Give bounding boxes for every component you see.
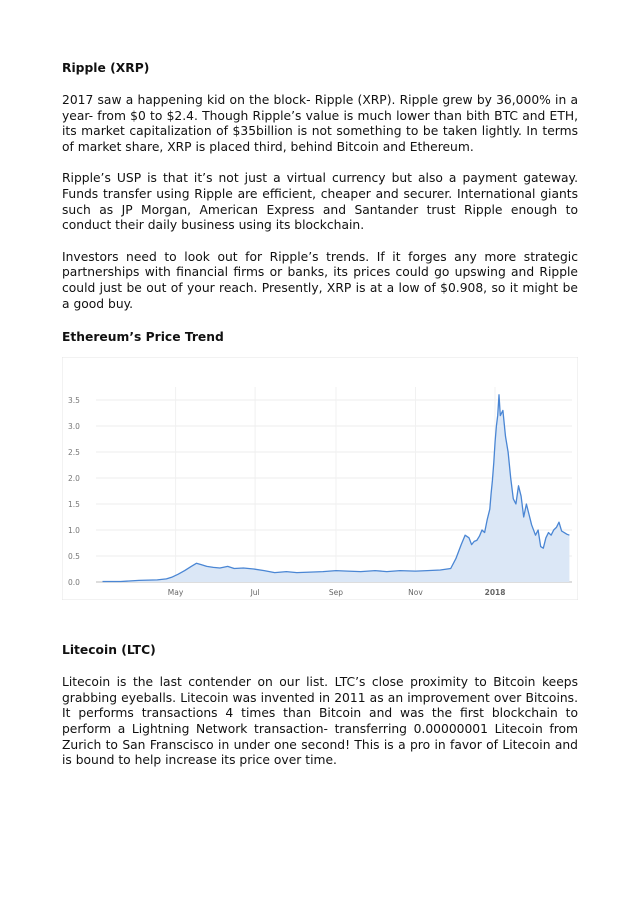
y-tick-label: 1.5 [68,500,80,510]
price-chart-svg [62,357,578,600]
y-tick-label: 0.0 [68,578,80,588]
litecoin-paragraph: Litecoin is the last contender on our list. LTC’s close proximity to Bitcoin keeps grabbing eyeballs. Litecoin was invented in 2011 as an improvement over Bitcoins. It performs transactions 4 times than Bitcoin and was the first blockchain to perform a Lightning Network transaction- transferring 0.00000001 Litecoin from Zurich to San Franscisco in under one second! This is a pro in favor of Litecoin and is bound to help increase its price over time. [62,675,578,768]
x-tick-label: Nov [408,588,423,598]
document-page [62,60,578,769]
x-tick-label: May [167,588,184,598]
y-tick-label: 3.0 [68,422,80,432]
y-tick-label: 3.5 [68,396,80,406]
ripple-paragraph-1: 2017 saw a happening kid on the block- Ripple (XRP). Ripple grew by 36,000% in a year- from $0 to $2.4. Though Ripple’s value is much lower than bith BTC and ETH, its market capitalization of $35billion is not something to be taken lightly. In terms of market share, XRP is placed third, behind Bitcoin and Ethereum. [62,93,578,154]
ripple-paragraph-3: Investors need to look out for Ripple’s trends. If it forges any more strategic partnerships with financial firms or banks, its prices could go upswing and Ripple could just be out of your reach. Presently, XRP is at a low of $0.908, so it might be a good buy. [62,249,578,311]
litecoin-heading: Litecoin (LTC) [62,643,156,658]
y-tick-label: 2.5 [68,448,80,458]
ripple-paragraph-2: Ripple’s USP is that it’s not just a virtual currency but also a payment gateway. Funds transfer using Ripple are efficient, cheaper and securer. International giants such as JP Morgan, American Express and Santander trust Ripple enough to conduct their daily business using its blockchain. [62,171,578,233]
ripple-heading: Ripple (XRP) [62,61,150,75]
y-tick-label: 1.0 [68,526,80,536]
y-tick-label: 2.0 [68,474,80,484]
x-tick-label: Sep [328,588,344,598]
ethereum-heading: Ethereum’s Price Trend [62,330,224,345]
y-tick-label: 0.5 [68,552,80,562]
x-tick-label: Jul [250,588,260,598]
ethereum-price-chart [62,357,578,600]
x-tick-label: 2018 [484,588,506,598]
